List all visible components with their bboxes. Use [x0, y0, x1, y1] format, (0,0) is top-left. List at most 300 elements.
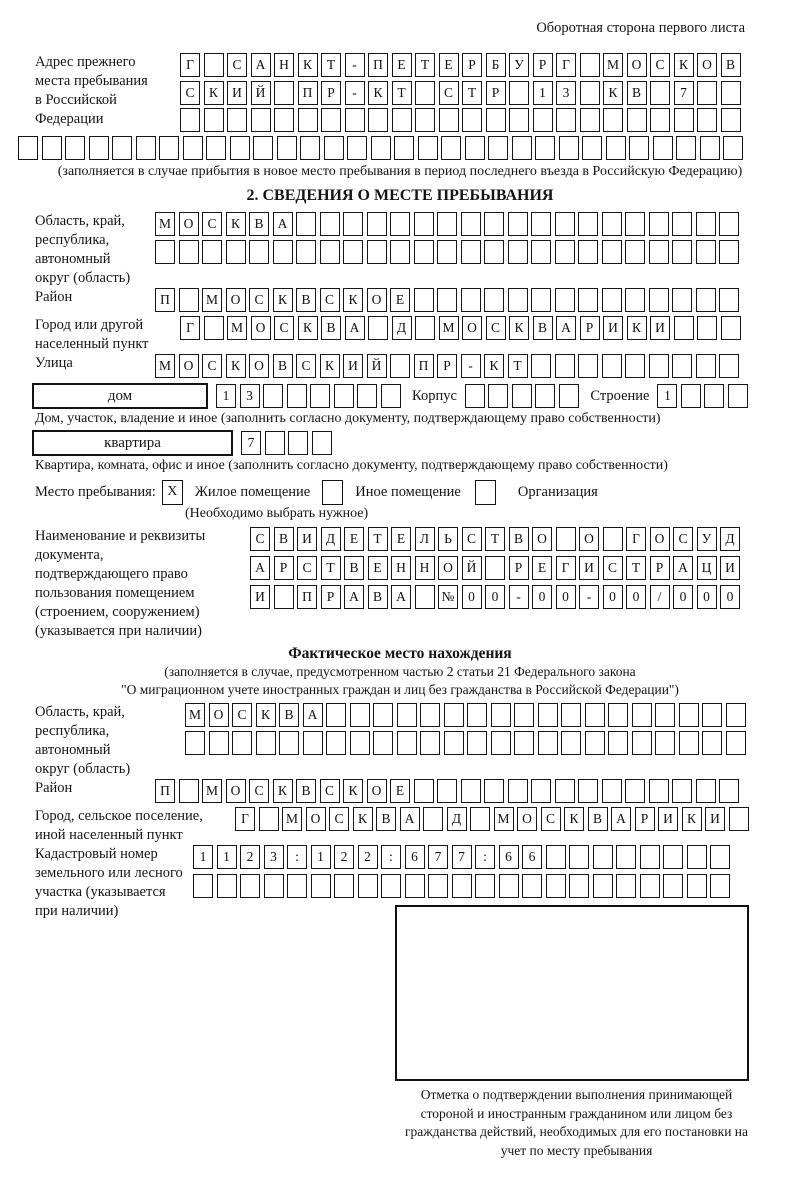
- char-cell[interactable]: [439, 108, 459, 132]
- char-cell[interactable]: [702, 731, 722, 755]
- char-cell[interactable]: [728, 384, 748, 408]
- char-cell[interactable]: С: [274, 316, 294, 340]
- char-cell[interactable]: [373, 703, 393, 727]
- char-cell[interactable]: 3: [556, 81, 576, 105]
- char-cell[interactable]: М: [185, 703, 205, 727]
- char-cell[interactable]: Г: [235, 807, 255, 831]
- char-cell[interactable]: [679, 731, 699, 755]
- char-cell[interactable]: В: [533, 316, 553, 340]
- char-cell[interactable]: П: [297, 585, 317, 609]
- char-cell[interactable]: [300, 136, 320, 160]
- char-cell[interactable]: Н: [274, 53, 294, 77]
- char-cell[interactable]: [274, 108, 294, 132]
- char-cell[interactable]: Е: [390, 779, 410, 803]
- char-cell[interactable]: [632, 731, 652, 755]
- char-cell[interactable]: [488, 136, 508, 160]
- char-cell[interactable]: С: [603, 556, 623, 580]
- char-cell[interactable]: О: [532, 527, 552, 551]
- char-cell[interactable]: И: [227, 81, 247, 105]
- char-cell[interactable]: П: [414, 354, 434, 378]
- char-cell[interactable]: [672, 354, 692, 378]
- char-cell[interactable]: [593, 845, 613, 869]
- char-cell[interactable]: [508, 240, 528, 264]
- char-cell[interactable]: [390, 240, 410, 264]
- char-cell[interactable]: [556, 108, 576, 132]
- char-cell[interactable]: 6: [499, 845, 519, 869]
- char-cell[interactable]: П: [155, 288, 175, 312]
- char-cell[interactable]: М: [155, 354, 175, 378]
- char-cell[interactable]: К: [226, 212, 246, 236]
- char-cell[interactable]: 0: [556, 585, 576, 609]
- char-cell[interactable]: [578, 240, 598, 264]
- char-cell[interactable]: О: [306, 807, 326, 831]
- char-cell[interactable]: [602, 288, 622, 312]
- char-cell[interactable]: К: [204, 81, 224, 105]
- char-cell[interactable]: [277, 136, 297, 160]
- char-cell[interactable]: [512, 384, 532, 408]
- char-cell[interactable]: [461, 779, 481, 803]
- char-cell[interactable]: [204, 316, 224, 340]
- char-cell[interactable]: [326, 703, 346, 727]
- char-cell[interactable]: [697, 81, 717, 105]
- char-cell[interactable]: [279, 731, 299, 755]
- char-cell[interactable]: [640, 845, 660, 869]
- char-cell[interactable]: У: [509, 53, 529, 77]
- char-cell[interactable]: -: [461, 354, 481, 378]
- char-cell[interactable]: [465, 384, 485, 408]
- char-cell[interactable]: О: [226, 779, 246, 803]
- char-cell[interactable]: [321, 108, 341, 132]
- char-cell[interactable]: [625, 212, 645, 236]
- char-cell[interactable]: [320, 212, 340, 236]
- char-cell[interactable]: О: [579, 527, 599, 551]
- char-cell[interactable]: [674, 108, 694, 132]
- char-cell[interactable]: Т: [508, 354, 528, 378]
- char-cell[interactable]: :: [381, 845, 401, 869]
- char-cell[interactable]: Г: [556, 53, 576, 77]
- char-cell[interactable]: Д: [447, 807, 467, 831]
- char-cell[interactable]: К: [564, 807, 584, 831]
- char-cell[interactable]: [522, 874, 542, 898]
- char-cell[interactable]: 1: [216, 384, 236, 408]
- char-cell[interactable]: [721, 108, 741, 132]
- char-cell[interactable]: [347, 136, 367, 160]
- char-cell[interactable]: 2: [240, 845, 260, 869]
- char-cell[interactable]: [499, 874, 519, 898]
- char-cell[interactable]: [649, 240, 669, 264]
- char-cell[interactable]: О: [367, 288, 387, 312]
- char-cell[interactable]: Р: [321, 585, 341, 609]
- char-cell[interactable]: [441, 136, 461, 160]
- char-cell[interactable]: В: [509, 527, 529, 551]
- char-cell[interactable]: 0: [485, 585, 505, 609]
- char-cell[interactable]: [202, 240, 222, 264]
- char-cell[interactable]: М: [227, 316, 247, 340]
- char-cell[interactable]: 0: [720, 585, 740, 609]
- char-cell[interactable]: О: [650, 527, 670, 551]
- char-cell[interactable]: [467, 731, 487, 755]
- char-cell[interactable]: К: [273, 779, 293, 803]
- char-cell[interactable]: К: [484, 354, 504, 378]
- char-cell[interactable]: [253, 136, 273, 160]
- char-cell[interactable]: [288, 431, 308, 455]
- char-cell[interactable]: [485, 556, 505, 580]
- char-cell[interactable]: [546, 845, 566, 869]
- char-cell[interactable]: [696, 240, 716, 264]
- char-cell[interactable]: В: [344, 556, 364, 580]
- char-cell[interactable]: [324, 136, 344, 160]
- char-cell[interactable]: [608, 731, 628, 755]
- char-cell[interactable]: [726, 731, 746, 755]
- char-cell[interactable]: Т: [626, 556, 646, 580]
- char-cell[interactable]: М: [155, 212, 175, 236]
- char-cell[interactable]: [414, 288, 434, 312]
- char-cell[interactable]: [679, 703, 699, 727]
- char-cell[interactable]: [397, 731, 417, 755]
- char-cell[interactable]: И: [343, 354, 363, 378]
- char-cell[interactable]: С: [486, 316, 506, 340]
- char-cell[interactable]: [559, 136, 579, 160]
- char-cell[interactable]: [696, 354, 716, 378]
- char-cell[interactable]: [674, 316, 694, 340]
- char-cell[interactable]: К: [226, 354, 246, 378]
- char-cell[interactable]: -: [345, 53, 365, 77]
- char-cell[interactable]: М: [202, 288, 222, 312]
- char-cell[interactable]: И: [720, 556, 740, 580]
- char-cell[interactable]: В: [274, 527, 294, 551]
- char-cell[interactable]: Е: [439, 53, 459, 77]
- char-cell[interactable]: [397, 703, 417, 727]
- char-cell[interactable]: [629, 136, 649, 160]
- char-cell[interactable]: [687, 874, 707, 898]
- char-cell[interactable]: [602, 212, 622, 236]
- char-cell[interactable]: [312, 431, 332, 455]
- char-cell[interactable]: [180, 108, 200, 132]
- char-cell[interactable]: [420, 703, 440, 727]
- char-cell[interactable]: К: [298, 53, 318, 77]
- char-cell[interactable]: О: [179, 212, 199, 236]
- char-cell[interactable]: [373, 731, 393, 755]
- char-cell[interactable]: А: [556, 316, 576, 340]
- char-cell[interactable]: [625, 288, 645, 312]
- char-cell[interactable]: [437, 240, 457, 264]
- char-cell[interactable]: [531, 288, 551, 312]
- char-cell[interactable]: [42, 136, 62, 160]
- char-cell[interactable]: [655, 703, 675, 727]
- char-cell[interactable]: :: [287, 845, 307, 869]
- char-cell[interactable]: [390, 212, 410, 236]
- char-cell[interactable]: [467, 703, 487, 727]
- char-cell[interactable]: С: [297, 556, 317, 580]
- char-cell[interactable]: В: [296, 779, 316, 803]
- char-cell[interactable]: [538, 703, 558, 727]
- char-cell[interactable]: О: [251, 316, 271, 340]
- char-cell[interactable]: 6: [522, 845, 542, 869]
- char-cell[interactable]: [719, 354, 739, 378]
- char-cell[interactable]: [418, 136, 438, 160]
- char-cell[interactable]: [603, 527, 623, 551]
- char-cell[interactable]: К: [320, 354, 340, 378]
- char-cell[interactable]: В: [279, 703, 299, 727]
- char-cell[interactable]: В: [376, 807, 396, 831]
- char-cell[interactable]: [508, 212, 528, 236]
- char-cell[interactable]: Е: [368, 556, 388, 580]
- char-cell[interactable]: А: [391, 585, 411, 609]
- char-cell[interactable]: С: [462, 527, 482, 551]
- char-cell[interactable]: И: [603, 316, 623, 340]
- char-cell[interactable]: О: [179, 354, 199, 378]
- char-cell[interactable]: [512, 136, 532, 160]
- char-cell[interactable]: [696, 288, 716, 312]
- char-cell[interactable]: С: [250, 527, 270, 551]
- char-cell[interactable]: Т: [415, 53, 435, 77]
- char-cell[interactable]: [394, 136, 414, 160]
- char-cell[interactable]: [392, 108, 412, 132]
- char-cell[interactable]: [415, 316, 435, 340]
- char-cell[interactable]: [227, 108, 247, 132]
- char-cell[interactable]: [535, 136, 555, 160]
- char-cell[interactable]: [569, 845, 589, 869]
- char-cell[interactable]: [334, 874, 354, 898]
- char-cell[interactable]: [649, 354, 669, 378]
- char-cell[interactable]: Д: [392, 316, 412, 340]
- char-cell[interactable]: [655, 731, 675, 755]
- char-cell[interactable]: [531, 354, 551, 378]
- char-cell[interactable]: [89, 136, 109, 160]
- char-cell[interactable]: А: [251, 53, 271, 77]
- char-cell[interactable]: К: [674, 53, 694, 77]
- char-cell[interactable]: [602, 354, 622, 378]
- char-cell[interactable]: [602, 240, 622, 264]
- char-cell[interactable]: [556, 527, 576, 551]
- char-cell[interactable]: №: [438, 585, 458, 609]
- char-cell[interactable]: [555, 240, 575, 264]
- char-cell[interactable]: 0: [532, 585, 552, 609]
- char-cell[interactable]: [461, 240, 481, 264]
- char-cell[interactable]: О: [462, 316, 482, 340]
- char-cell[interactable]: О: [249, 354, 269, 378]
- char-cell[interactable]: [350, 703, 370, 727]
- char-cell[interactable]: С: [232, 703, 252, 727]
- char-cell[interactable]: [465, 136, 485, 160]
- char-cell[interactable]: [368, 108, 388, 132]
- char-cell[interactable]: Р: [635, 807, 655, 831]
- char-cell[interactable]: 7: [452, 845, 472, 869]
- char-cell[interactable]: -: [579, 585, 599, 609]
- char-cell[interactable]: [723, 136, 743, 160]
- char-cell[interactable]: [696, 212, 716, 236]
- char-cell[interactable]: [444, 703, 464, 727]
- char-cell[interactable]: [414, 212, 434, 236]
- char-cell[interactable]: [484, 212, 504, 236]
- char-cell[interactable]: [606, 136, 626, 160]
- char-cell[interactable]: [475, 874, 495, 898]
- char-cell[interactable]: [112, 136, 132, 160]
- checkbox-residential-premises[interactable]: X: [162, 480, 183, 505]
- char-cell[interactable]: [217, 874, 237, 898]
- char-cell[interactable]: Р: [274, 556, 294, 580]
- char-cell[interactable]: Л: [415, 527, 435, 551]
- char-cell[interactable]: [491, 703, 511, 727]
- char-cell[interactable]: [381, 874, 401, 898]
- char-cell[interactable]: С: [249, 288, 269, 312]
- char-cell[interactable]: [185, 731, 205, 755]
- char-cell[interactable]: [508, 779, 528, 803]
- char-cell[interactable]: А: [344, 585, 364, 609]
- char-cell[interactable]: [484, 240, 504, 264]
- char-cell[interactable]: [710, 845, 730, 869]
- char-cell[interactable]: С: [320, 288, 340, 312]
- char-cell[interactable]: Й: [251, 81, 271, 105]
- char-cell[interactable]: [343, 212, 363, 236]
- char-cell[interactable]: [625, 240, 645, 264]
- char-cell[interactable]: [405, 874, 425, 898]
- char-cell[interactable]: 1: [217, 845, 237, 869]
- char-cell[interactable]: Е: [390, 288, 410, 312]
- char-cell[interactable]: [368, 316, 388, 340]
- char-cell[interactable]: Д: [720, 527, 740, 551]
- char-cell[interactable]: Н: [391, 556, 411, 580]
- char-cell[interactable]: Г: [180, 316, 200, 340]
- char-cell[interactable]: Й: [367, 354, 387, 378]
- char-cell[interactable]: В: [273, 354, 293, 378]
- char-cell[interactable]: 3: [240, 384, 260, 408]
- char-cell[interactable]: [320, 240, 340, 264]
- char-cell[interactable]: А: [611, 807, 631, 831]
- char-cell[interactable]: 0: [697, 585, 717, 609]
- char-cell[interactable]: О: [438, 556, 458, 580]
- char-cell[interactable]: :: [475, 845, 495, 869]
- char-cell[interactable]: [367, 240, 387, 264]
- char-cell[interactable]: А: [345, 316, 365, 340]
- char-cell[interactable]: [179, 288, 199, 312]
- char-cell[interactable]: [580, 53, 600, 77]
- char-cell[interactable]: [265, 431, 285, 455]
- char-cell[interactable]: [697, 108, 717, 132]
- char-cell[interactable]: О: [627, 53, 647, 77]
- char-cell[interactable]: С: [650, 53, 670, 77]
- char-cell[interactable]: [287, 874, 307, 898]
- char-cell[interactable]: М: [603, 53, 623, 77]
- char-cell[interactable]: 1: [311, 845, 331, 869]
- char-cell[interactable]: [415, 108, 435, 132]
- char-cell[interactable]: [437, 212, 457, 236]
- char-cell[interactable]: [488, 384, 508, 408]
- char-cell[interactable]: О: [226, 288, 246, 312]
- char-cell[interactable]: С: [180, 81, 200, 105]
- char-cell[interactable]: [240, 874, 260, 898]
- char-cell[interactable]: А: [673, 556, 693, 580]
- char-cell[interactable]: С: [296, 354, 316, 378]
- char-cell[interactable]: Т: [321, 556, 341, 580]
- char-cell[interactable]: И: [579, 556, 599, 580]
- char-cell[interactable]: [697, 316, 717, 340]
- char-cell[interactable]: [65, 136, 85, 160]
- char-cell[interactable]: П: [368, 53, 388, 77]
- char-cell[interactable]: В: [249, 212, 269, 236]
- char-cell[interactable]: Е: [532, 556, 552, 580]
- char-cell[interactable]: [514, 731, 534, 755]
- char-cell[interactable]: [561, 731, 581, 755]
- char-cell[interactable]: М: [282, 807, 302, 831]
- char-cell[interactable]: Т: [462, 81, 482, 105]
- char-cell[interactable]: [249, 240, 269, 264]
- char-cell[interactable]: [710, 874, 730, 898]
- char-cell[interactable]: Т: [485, 527, 505, 551]
- char-cell[interactable]: Ц: [697, 556, 717, 580]
- char-cell[interactable]: [561, 703, 581, 727]
- char-cell[interactable]: П: [298, 81, 318, 105]
- char-cell[interactable]: [415, 81, 435, 105]
- char-cell[interactable]: Р: [462, 53, 482, 77]
- char-cell[interactable]: [462, 108, 482, 132]
- char-cell[interactable]: [632, 703, 652, 727]
- char-cell[interactable]: 0: [673, 585, 693, 609]
- char-cell[interactable]: [578, 212, 598, 236]
- char-cell[interactable]: [580, 108, 600, 132]
- char-cell[interactable]: [672, 212, 692, 236]
- char-cell[interactable]: [263, 384, 283, 408]
- house-field-box[interactable]: дом: [32, 383, 208, 409]
- char-cell[interactable]: [580, 81, 600, 105]
- char-cell[interactable]: [371, 136, 391, 160]
- char-cell[interactable]: Р: [533, 53, 553, 77]
- char-cell[interactable]: [428, 874, 448, 898]
- char-cell[interactable]: С: [329, 807, 349, 831]
- char-cell[interactable]: А: [273, 212, 293, 236]
- char-cell[interactable]: 0: [462, 585, 482, 609]
- char-cell[interactable]: К: [682, 807, 702, 831]
- char-cell[interactable]: [681, 384, 701, 408]
- char-cell[interactable]: Р: [650, 556, 670, 580]
- char-cell[interactable]: [179, 240, 199, 264]
- char-cell[interactable]: [531, 240, 551, 264]
- char-cell[interactable]: Р: [509, 556, 529, 580]
- char-cell[interactable]: В: [321, 316, 341, 340]
- char-cell[interactable]: [546, 874, 566, 898]
- char-cell[interactable]: А: [303, 703, 323, 727]
- char-cell[interactable]: [350, 731, 370, 755]
- char-cell[interactable]: [533, 108, 553, 132]
- char-cell[interactable]: Е: [391, 527, 411, 551]
- char-cell[interactable]: [650, 81, 670, 105]
- char-cell[interactable]: [461, 212, 481, 236]
- char-cell[interactable]: [414, 240, 434, 264]
- char-cell[interactable]: О: [697, 53, 717, 77]
- char-cell[interactable]: [296, 212, 316, 236]
- char-cell[interactable]: О: [209, 703, 229, 727]
- char-cell[interactable]: [230, 136, 250, 160]
- char-cell[interactable]: [296, 240, 316, 264]
- char-cell[interactable]: И: [658, 807, 678, 831]
- char-cell[interactable]: Т: [321, 53, 341, 77]
- char-cell[interactable]: С: [673, 527, 693, 551]
- char-cell[interactable]: Й: [462, 556, 482, 580]
- char-cell[interactable]: М: [202, 779, 222, 803]
- char-cell[interactable]: М: [494, 807, 514, 831]
- char-cell[interactable]: [204, 53, 224, 77]
- char-cell[interactable]: 7: [674, 81, 694, 105]
- char-cell[interactable]: 1: [533, 81, 553, 105]
- char-cell[interactable]: К: [256, 703, 276, 727]
- checkbox-organization[interactable]: [475, 480, 496, 505]
- char-cell[interactable]: С: [439, 81, 459, 105]
- char-cell[interactable]: [509, 81, 529, 105]
- char-cell[interactable]: [535, 384, 555, 408]
- char-cell[interactable]: [514, 703, 534, 727]
- char-cell[interactable]: Е: [344, 527, 364, 551]
- char-cell[interactable]: [719, 779, 739, 803]
